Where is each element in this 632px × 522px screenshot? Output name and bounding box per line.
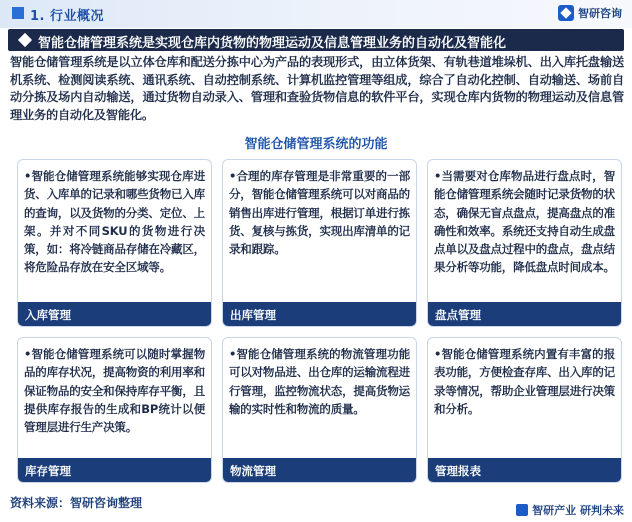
card-logistics bbox=[222, 337, 417, 483]
section-marker-icon bbox=[12, 7, 24, 19]
card-text: •智能仓储管理系统可以随时掌握物品的库存状况，提高物资的利用率和保证物品的安全和保持库存平衡，且提供库存报告的生成和BP统计以便管理层进行生产决策。 bbox=[24, 347, 205, 435]
headline-text: 智能仓储管理系统是实现仓库内货物的物理运动及信息管理业务的自动化及智能化 bbox=[38, 36, 507, 51]
card-inventory bbox=[17, 337, 212, 483]
card-text: •当需要对仓库物品进行盘点时，智能仓储管理系统会随时记录货物的状态，确保无盲点盘点，提高盘点的准确性和效率。系统还支持自动生成盘点单以及盘点过程中的盘点，盘点结果分析等功能，降低盘点时间成本。 bbox=[434, 169, 615, 275]
section-title: 1. 行业概况 bbox=[30, 9, 105, 24]
card-footer bbox=[428, 302, 621, 326]
logo-icon bbox=[558, 5, 574, 21]
card-text: •智能仓储管理系统内置有丰富的报表功能，方便检查存库、出入库的记录等情况，帮助企业管理层进行决策和分析。 bbox=[434, 347, 615, 416]
footer-brand bbox=[516, 502, 624, 518]
card-reports bbox=[427, 337, 622, 483]
brand-logo-icon bbox=[516, 504, 528, 516]
intro-paragraph: 智能仓储管理系统是以立体仓库和配送分拣中心为产品的表现形式，由立体货架、有轨巷道堆垛机、出入库托盘输送机系统、检测阅读系统、通讯系统、自动控制系统、计算机监控管理等组成，综合了自动化控制、自动输送、场前自动分拣及场内自动输送，通过货物自动录入、管理和查验货物信息的软件平台，实现仓库内货物的物理运动及信息管理业务的自动化及智能化。 bbox=[10, 55, 624, 122]
card-footer bbox=[428, 458, 621, 482]
logo-text: 智研咨询 bbox=[578, 7, 622, 20]
card-footer bbox=[223, 458, 416, 482]
card-footer bbox=[18, 458, 211, 482]
top-bar bbox=[0, 0, 632, 28]
functions-subtitle: 智能仓储管理系统的功能 bbox=[244, 137, 388, 152]
card-stocktake bbox=[427, 159, 622, 327]
card-inbound bbox=[17, 159, 212, 327]
card-label: 出库管理 bbox=[230, 308, 276, 322]
card-label: 盘点管理 bbox=[435, 308, 481, 322]
card-label: 库存管理 bbox=[25, 464, 71, 478]
card-label: 入库管理 bbox=[25, 308, 71, 322]
card-footer bbox=[18, 302, 211, 326]
footer-brand-text: 智研产业 研判未来 bbox=[532, 504, 624, 517]
card-footer bbox=[223, 302, 416, 326]
logo bbox=[558, 5, 622, 21]
card-label: 物流管理 bbox=[230, 464, 276, 478]
card-label: 管理报表 bbox=[435, 464, 481, 478]
headline-banner bbox=[8, 29, 624, 51]
card-outbound bbox=[222, 159, 417, 327]
card-text: •合理的库存管理是非常重要的一部分，智能仓储管理系统可以对商品的销售出库进行管理，根据订单进行拣货、复核与拣货，实现出库清单的记录和跟踪。 bbox=[229, 169, 410, 257]
diamond-icon bbox=[18, 33, 32, 47]
source-note: 资料来源：智研咨询整理 bbox=[10, 496, 143, 510]
card-text: •智能仓储管理系统的物流管理功能可以对物品进、出仓库的运输流程进行管理，监控物流状态，提高货物运输的实时性和物流的质量。 bbox=[229, 347, 410, 416]
card-text: •智能仓储管理系统能够实现仓库进货、入库单的记录和哪些货物已入库的查询，以及货物的分类、定位、上架。并对不同SKU的货物进行决策，如：将冷链商品存储在冷藏区，将危险品存放在安全区域等。 bbox=[24, 169, 205, 275]
